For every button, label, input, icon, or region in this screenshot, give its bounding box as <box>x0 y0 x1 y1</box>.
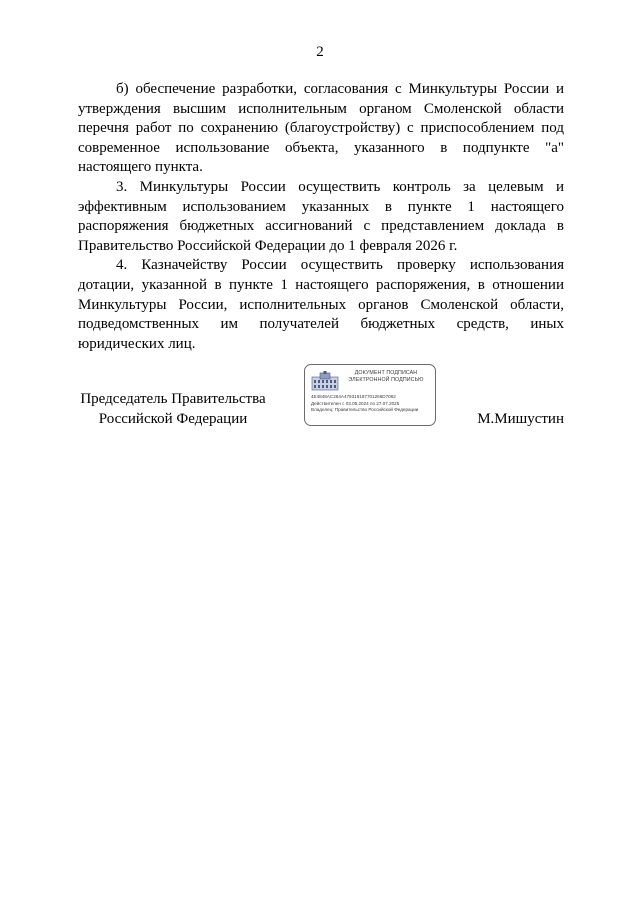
paragraph-b: б) обеспечение разработки, согласования с Минкультуры России и утверждения высшим исполнительным органом Смоленской области перечня работ по сохранению (благоустройству) с приспособлением под современное использование объекта, указанного в подпункте "а" настоящего пункта. <box>78 81 564 176</box>
stamp-header <box>341 370 431 383</box>
signer-title-line2: Российской Федерации <box>98 410 248 427</box>
signer-title <box>78 390 268 429</box>
stamp-header-line2: ЭЛЕКТРОННОЙ ПОДПИСЬЮ <box>348 376 424 383</box>
document-body <box>78 80 564 354</box>
paragraph-4: 4. Казначейству России осуществить проверку использования дотации, указанной в пункте 1 настоящего распоряжения, в отношении Минкультуры России, исполнительных органов Смоленской области, подведомственных им получателей бюджетных средств, иных юридических лиц. <box>78 257 564 352</box>
signature-block <box>78 362 564 432</box>
stamp-owner: Владелец: Правительство Российской Федерации <box>311 407 419 412</box>
signer-title-line1: Председатель Правительства <box>80 391 266 407</box>
stamp-serial: 4E4848AC284A479319187701266D7062 <box>311 394 396 399</box>
electronic-signature-stamp <box>304 364 436 426</box>
signer-name: М.Мишустин <box>477 411 564 427</box>
stamp-validity: Действителен с 03.05.2024 по 27.07.2025 <box>311 401 400 406</box>
government-building-icon <box>311 371 339 391</box>
paragraph-3: 3. Минкультуры России осуществить контроль за целевым и эффективным использованием указанных в пункте 1 настоящего распоряжения бюджетных ассигнований с представлением доклада в Правительство Российской Федерации до 1 февраля 2026 г. <box>78 178 564 254</box>
page-number: 2 <box>316 44 324 60</box>
stamp-header-line1: ДОКУМЕНТ ПОДПИСАН <box>354 370 418 376</box>
